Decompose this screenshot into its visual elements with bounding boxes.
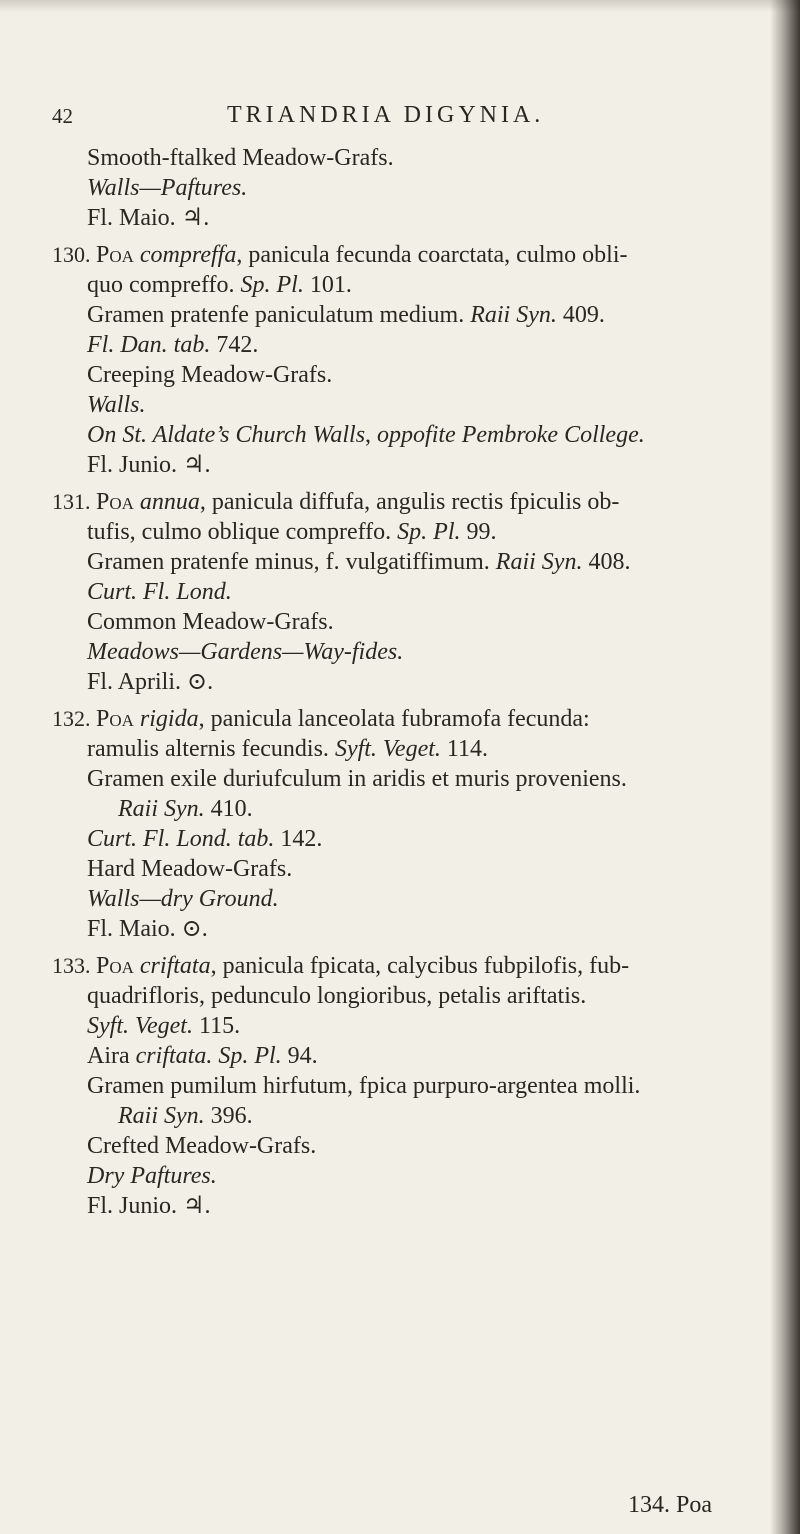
text-span: Sp. Pl.: [240, 272, 304, 298]
page-header: [52, 100, 752, 140]
text-span: ramulis alternis fecundis.: [87, 736, 335, 762]
species-entry-line: [52, 490, 619, 514]
text-line: [87, 767, 627, 791]
text-span: rigida: [139, 706, 199, 732]
text-line: [87, 984, 586, 1008]
entry-number: 130.: [52, 242, 96, 267]
species-entry-line: [52, 954, 629, 978]
text-line: [87, 827, 322, 851]
text-span: Fl. Junio. ♃.: [87, 452, 211, 478]
text-span: , panicula diffufa, angulis rectis fpiculis ob-: [199, 489, 620, 515]
text-span: Walls—dry Ground.: [87, 886, 279, 912]
entry-number: 132.: [52, 706, 96, 731]
text-span: Creeping Meadow-Grafs.: [87, 362, 333, 388]
text-span: Hard Meadow-Grafs.: [87, 856, 293, 882]
text-span: Gramen pumilum hirfutum, fpica purpuro-argentea molli.: [87, 1073, 641, 1099]
text-line: [87, 423, 645, 447]
entry-number: 131.: [52, 489, 96, 514]
genus-name: Poa: [96, 706, 140, 732]
text-span: Dry Paftures.: [87, 1163, 217, 1189]
text-span: Crefted Meadow-Grafs.: [87, 1133, 317, 1159]
text-span: , panicula fecunda coarctata, culmo obli-: [236, 242, 628, 268]
text-line: [87, 1014, 240, 1038]
text-line: [87, 206, 209, 230]
text-span: 408.: [582, 549, 631, 575]
text-span: , panicula fpicata, calycibus fubpilofis, fub-: [210, 953, 630, 979]
text-span: oppofite Pembroke College.: [377, 422, 645, 448]
text-span: Fl. Maio. ⊙.: [87, 916, 208, 942]
text-span: Fl. Aprili. ⊙.: [87, 669, 214, 695]
text-line: [87, 453, 211, 477]
text-span: tufis, culmo oblique compreffo.: [87, 519, 398, 545]
text-line: [87, 393, 145, 417]
text-span: Curt. Fl. Lond.: [87, 579, 232, 605]
species-entry-line: [52, 707, 590, 731]
text-span: Gramen pratenfe paniculatum medium.: [87, 302, 471, 328]
text-line: [87, 363, 332, 387]
text-span: On St. Aldate’s Church Walls: [87, 422, 366, 448]
text-span: 142.: [274, 826, 323, 852]
running-title: TRIANDRIA DIGYNIA.: [227, 102, 545, 128]
text-span: 101.: [303, 272, 352, 298]
text-span: Gramen pratenfe minus, f. vulgatiffimum.: [87, 549, 496, 575]
text-span: Curt. Fl. Lond. tab.: [87, 826, 275, 852]
catchword: 134. Poa: [628, 1492, 712, 1518]
text-line: [87, 550, 630, 574]
genus-name: Poa: [96, 953, 140, 979]
genus-name: Poa: [96, 242, 140, 268]
text-span: Fl. Maio. ♃.: [87, 205, 210, 231]
text-span: quo compreffo.: [87, 272, 241, 298]
entry-number: 133.: [52, 953, 96, 978]
text-line: [87, 273, 352, 297]
text-span: Raii Syn.: [470, 302, 557, 328]
text-span: 99.: [460, 519, 497, 545]
text-span: Syft. Veget.: [87, 1013, 193, 1039]
text-line: [87, 917, 208, 941]
text-line: [87, 737, 488, 761]
text-line: [87, 176, 247, 200]
text-line: [87, 520, 497, 544]
text-span: Fl. Dan. tab.: [87, 332, 211, 358]
text-line: [87, 146, 394, 170]
text-span: Aira: [87, 1043, 136, 1069]
text-span: ,: [365, 422, 378, 448]
text-line: [87, 580, 232, 604]
text-span: 410.: [204, 796, 253, 822]
text-span: Smooth-ftalked Meadow-Grafs.: [87, 145, 394, 171]
text-line: [87, 670, 213, 694]
text-span: criftata. Sp. Pl.: [135, 1043, 282, 1069]
text-span: 742.: [210, 332, 259, 358]
text-span: Walls.: [87, 392, 146, 418]
text-span: 94.: [281, 1043, 318, 1069]
text-span: Syft. Veget.: [334, 736, 441, 762]
text-line: [118, 1104, 253, 1128]
text-line: [87, 333, 258, 357]
text-span: 114.: [440, 736, 489, 762]
text-line: [87, 640, 403, 664]
text-span: Raii Syn.: [495, 549, 583, 575]
text-span: 115.: [192, 1013, 241, 1039]
text-span: annua: [139, 489, 200, 515]
text-span: quadrifloris, pedunculo longioribus, petalis ariftatis.: [87, 983, 587, 1009]
text-span: criftata: [139, 953, 211, 979]
text-span: Raii Syn.: [118, 796, 205, 822]
text-line: [87, 887, 279, 911]
page-number: 42: [52, 104, 73, 128]
text-line: [87, 1134, 316, 1158]
text-span: 396.: [204, 1103, 253, 1129]
text-line: [87, 303, 605, 327]
text-span: , panicula lanceolata fubramofa fecunda:: [198, 706, 590, 732]
text-line: [87, 1044, 318, 1068]
text-line: [87, 857, 292, 881]
species-entry-line: [52, 243, 627, 267]
text-span: Sp. Pl.: [397, 519, 461, 545]
text-line: [87, 1164, 217, 1188]
text-line: [87, 610, 334, 634]
text-line: [87, 1074, 640, 1098]
text-span: Raii Syn.: [118, 1103, 205, 1129]
text-span: compreffa: [139, 242, 237, 268]
text-span: Gramen exile duriufculum in aridis et muris proveniens.: [87, 766, 627, 792]
text-span: Common Meadow-Grafs.: [87, 609, 334, 635]
text-span: Walls—Paftures.: [87, 175, 248, 201]
text-span: Fl. Junio. ♃.: [87, 1193, 211, 1219]
text-span: Meadows—Gardens—Way-fides.: [87, 639, 404, 665]
text-line: [87, 1194, 211, 1218]
text-line: [118, 797, 253, 821]
text-span: 409.: [556, 302, 605, 328]
genus-name: Poa: [96, 489, 140, 515]
